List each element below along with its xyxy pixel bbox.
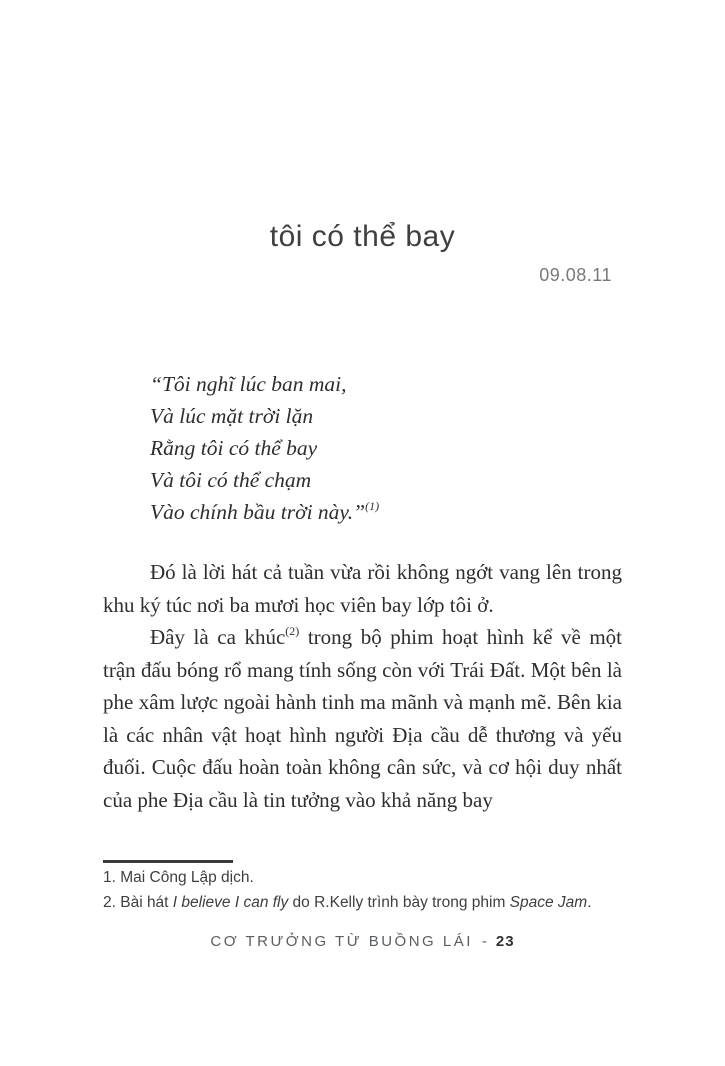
poem-last-line bbox=[150, 496, 630, 528]
footnote-2-film-title: Space Jam bbox=[509, 893, 588, 911]
body-text bbox=[103, 556, 622, 816]
footer-separator: - bbox=[481, 933, 487, 950]
poem-line: Và tôi có thể chạm bbox=[150, 468, 312, 492]
footnote-divider bbox=[103, 860, 233, 863]
footnote-2-song-title: I believe I can fly bbox=[172, 893, 289, 911]
chapter-title: tôi có thể bay bbox=[269, 220, 456, 253]
paragraph-2-text-before: Đây là ca khúc bbox=[150, 625, 286, 649]
footnote-ref-2: (2) bbox=[285, 624, 300, 638]
poem-line: Rằng tôi có thể bay bbox=[150, 436, 318, 460]
paragraph-2-text-after: trong bộ phim hoạt hình kể về một trận đấu bóng rổ mang tính sống còn với Trái Đất. Một bên là phe xâm lược ngoài hành tinh ma mãnh và mạnh mẽ. Bên kia là các nhân vật hoạt hình người Địa cầu dễ thương và yếu đuối. Cuộc đấu hoàn toàn không cân sức, và cơ hội duy nhất của phe Địa cầu là tin tưởng vào khả năng bay bbox=[103, 625, 623, 812]
footnote-2-text: 2. Bài hát bbox=[103, 893, 173, 911]
footnote-2 bbox=[103, 891, 622, 916]
page-footer bbox=[0, 933, 725, 950]
paragraph-2 bbox=[103, 621, 622, 816]
poem-line-text: Vào chính bầu trời này.” bbox=[150, 500, 366, 524]
footnote-ref-1: (1) bbox=[365, 498, 380, 513]
footnotes bbox=[103, 866, 622, 915]
poem-line: Và lúc mặt trời lặn bbox=[150, 404, 314, 428]
page-number: 23 bbox=[495, 933, 515, 950]
running-title: CƠ TRƯỞNG TỪ BUỒNG LÁI bbox=[210, 933, 473, 950]
footnote-1: 1. Mai Công Lập dịch. bbox=[103, 869, 254, 886]
poem-quote bbox=[150, 368, 630, 528]
footnote-2-text: . bbox=[587, 893, 592, 911]
chapter-date: 09.08.11 bbox=[539, 265, 612, 285]
poem-line: “Tôi nghĩ lúc ban mai, bbox=[150, 372, 347, 396]
footnote-2-text: do R.Kelly trình bày trong phim bbox=[288, 893, 510, 911]
paragraph-1: Đó là lời hát cả tuần vừa rồi không ngớt vang lên trong khu ký túc nơi ba mươi học viên bay lớp tôi ở. bbox=[103, 560, 622, 617]
